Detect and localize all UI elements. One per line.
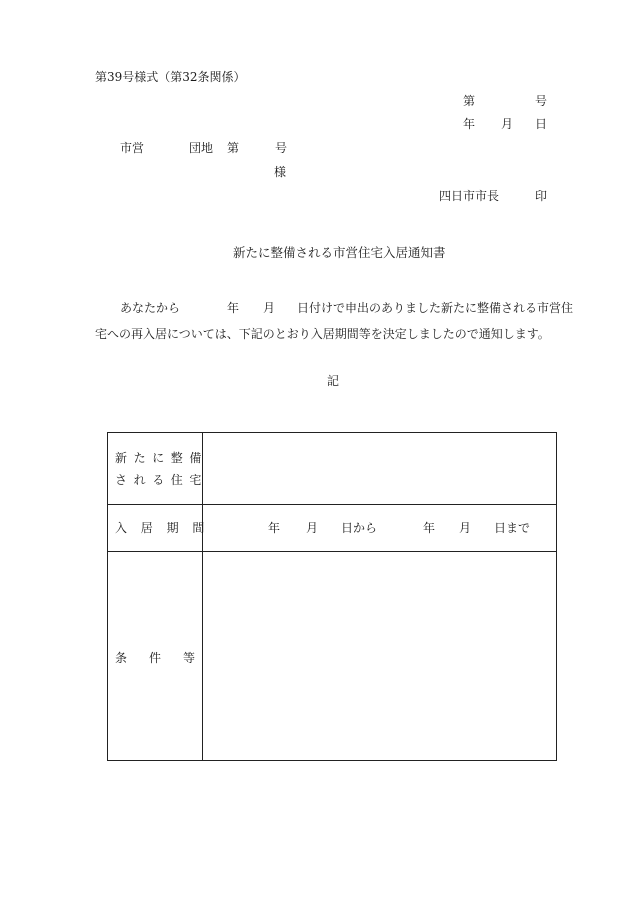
table-row-divider-1	[108, 504, 556, 505]
document-title: 新たに整備される市営住宅入居通知書	[233, 245, 446, 260]
row-conditions-label	[115, 652, 195, 664]
row-period-label: 入居期間	[115, 521, 219, 535]
period-start-year-label: 年	[268, 521, 281, 535]
conditions-char-3: 等	[183, 651, 196, 665]
period-start-month-label: 月	[306, 521, 319, 535]
document-number-suffix: 号	[535, 94, 548, 108]
form-number: 第39号様式（第32条関係）	[95, 70, 246, 84]
body-line2: 宅への再入居については、下記のとおり入居期間等を決定しましたので通知します。	[95, 327, 550, 341]
table-row-divider-2	[108, 551, 556, 552]
addressee-estate-label: 団地	[189, 141, 214, 155]
conditions-char-1: 条	[115, 651, 128, 665]
addressee-city-label: 市営	[120, 141, 145, 155]
row-new-housing-label-line1: 新たに整備	[115, 451, 209, 465]
date-month-label: 月	[501, 117, 514, 131]
ki-heading: 記	[327, 374, 340, 388]
period-start-day-label: 日から	[341, 521, 378, 535]
period-end-year-label: 年	[423, 521, 436, 535]
conditions-char-2: 件	[149, 651, 162, 665]
date-year-label: 年	[463, 117, 476, 131]
addressee-honorific: 様	[274, 165, 287, 179]
period-end-month-label: 月	[459, 521, 472, 535]
addressee-building-prefix: 第	[227, 141, 240, 155]
body-year-label: 年	[227, 301, 240, 315]
body-opening: あなたから	[120, 301, 181, 315]
document-number-prefix: 第	[463, 94, 476, 108]
seal-mark: 印	[535, 189, 548, 203]
body-month-label: 月	[263, 301, 276, 315]
row-new-housing-label-line2: される住宅	[115, 473, 209, 487]
period-end-day-label: 日まで	[494, 521, 531, 535]
issuer-title: 四日市市長	[439, 189, 500, 203]
date-day-label: 日	[535, 117, 548, 131]
body-line1-rest: 日付けで申出のありました新たに整備される市営住	[297, 301, 574, 315]
addressee-room-suffix: 号	[275, 141, 288, 155]
